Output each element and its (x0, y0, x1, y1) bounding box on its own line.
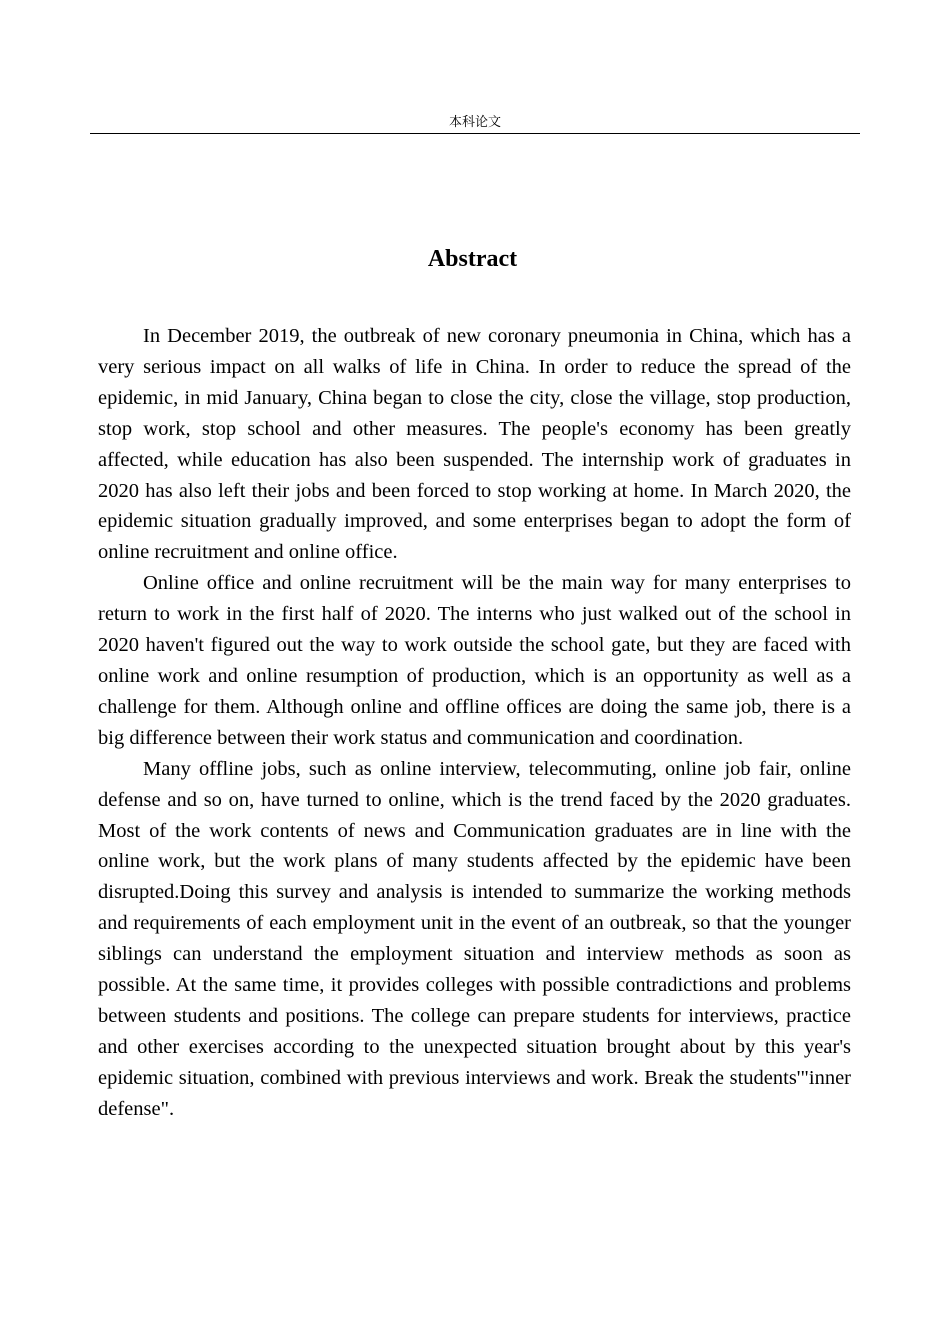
abstract-title: Abstract (427, 246, 518, 272)
header-divider (90, 133, 860, 134)
abstract-paragraph-3: Many offline jobs, such as online interview, telecommuting, online job fair, online defense and so on, have turned to online, which is the trend faced by the 2020 graduates. Most of the work contents of news and Communication graduates are in line with the online work, but the work plans of many students affected by the epidemic have been disrupted.Doing this survey and analysis is intended to summarize the working methods and requirements of each employment unit in the event of an outbreak, so that the younger siblings can understand the employment situation and interview methods as soon as possible. At the same time, it provides colleges with possible contradictions and problems between students and positions. The college can prepare students for interviews, practice and other exercises according to the unexpected situation brought about by this year's epidemic situation, combined with previous interviews and work. Break the students'"inner defense". (98, 757, 851, 1120)
abstract-body (98, 321, 851, 1125)
running-header: 本科论文 (448, 115, 501, 130)
abstract-paragraph-2: Online office and online recruitment will be the main way for many enterprises to return to work in the first half of 2020. The interns who just walked out of the school in 2020 haven't figured out the way to work outside the school gate, but they are faced with online work and online resumption of production, which is an opportunity as well as a challenge for them. Although online and offline offices are doing the same job, there is a big difference between their work status and communication and coordination. (98, 572, 851, 749)
abstract-paragraph-1: In December 2019, the outbreak of new coronary pneumonia in China, which has a very serious impact on all walks of life in China. In order to reduce the spread of the epidemic, in mid January, China began to close the city, close the village, stop production, stop work, stop school and other measures. The people's economy has been greatly affected, while education has also been suspended. The internship work of graduates in 2020 has also left their jobs and been forced to stop working at home. In March 2020, the epidemic situation gradually improved, and some enterprises began to adopt the form of online recruitment and online office. (98, 325, 851, 564)
